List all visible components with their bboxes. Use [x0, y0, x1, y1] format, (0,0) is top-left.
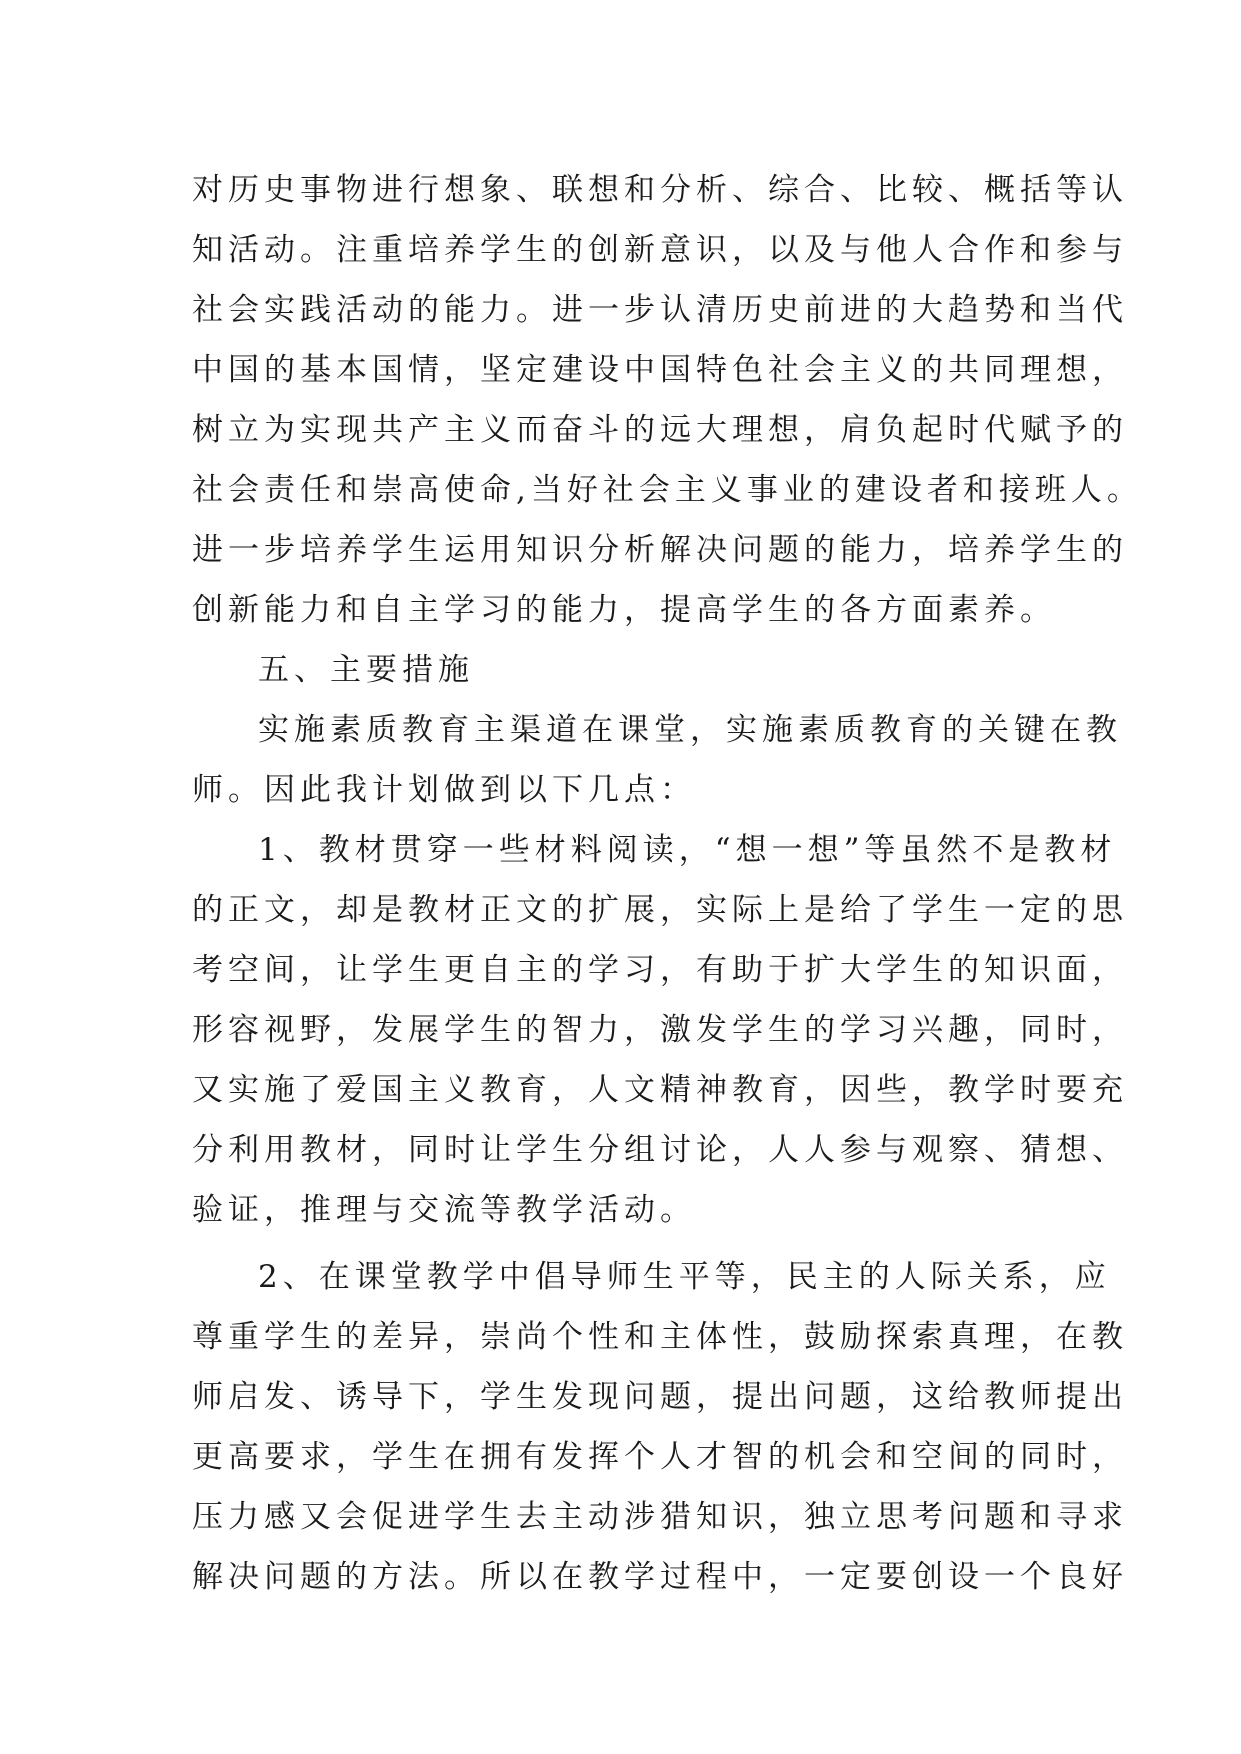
text-line: 师启发、诱导下，学生发现问题，提出问题，这给教师提出: [192, 1379, 1128, 1415]
text-line: 分利用教材，同时让学生分组讨论，人人参与观察、猜想、: [192, 1132, 1128, 1168]
text-line: 2、在课堂教学中倡导师生平等，民主的人际关系，应: [258, 1259, 1111, 1295]
text-line: 社会责任和崇高使命,当好社会主义事业的建设者和接班人。: [192, 472, 1143, 508]
text-line: 树立为实现共产主义而奋斗的远大理想，肩负起时代赋予的: [192, 412, 1128, 448]
section-heading: 五、主要措施: [258, 652, 474, 688]
text-line: 社会实践活动的能力。进一步认清历史前进的大趋势和当代: [192, 292, 1128, 328]
text-line: 形容视野，发展学生的智力，激发学生的学习兴趣，同时，: [192, 1012, 1128, 1048]
text-line: 实施素质教育主渠道在课堂，实施素质教育的关键在教: [258, 712, 1122, 748]
text-line: 压力感又会促进学生去主动涉猎知识，独立思考问题和寻求: [192, 1499, 1128, 1535]
text-line: 解决问题的方法。所以在教学过程中，一定要创设一个良好: [192, 1559, 1128, 1595]
body-text: [192, 160, 1143, 1607]
text-line: 进一步培养学生运用知识分析解决问题的能力，培养学生的: [192, 532, 1128, 568]
text-line: 验证，推理与交流等教学活动。: [192, 1192, 696, 1228]
text-line: 师。因此我计划做到以下几点：: [192, 772, 696, 808]
paragraph-gap: [192, 1240, 1092, 1247]
text-line: 考空间，让学生更自主的学习，有助于扩大学生的知识面，: [192, 952, 1128, 988]
text-line: 对历史事物进行想象、联想和分析、综合、比较、概括等认: [192, 172, 1128, 208]
text-line: 更高要求，学生在拥有发挥个人才智的机会和空间的同时，: [192, 1439, 1128, 1475]
text-line: 知活动。注重培养学生的创新意识，以及与他人合作和参与: [192, 232, 1128, 268]
text-line: 创新能力和自主学习的能力，提高学生的各方面素养。: [192, 592, 1056, 628]
text-line: 1、教材贯穿一些材料阅读，“想一想”等虽然不是教材: [258, 832, 1117, 868]
text-line: 的正文，却是教材正文的扩展，实际上是给了学生一定的思: [192, 892, 1128, 928]
text-line: 尊重学生的差异，崇尚个性和主体性，鼓励探索真理，在教: [192, 1319, 1128, 1355]
text-line: 中国的基本国情，坚定建设中国特色社会主义的共同理想，: [192, 352, 1128, 388]
text-line: 又实施了爱国主义教育，人文精神教育，因些，教学时要充: [192, 1072, 1128, 1108]
